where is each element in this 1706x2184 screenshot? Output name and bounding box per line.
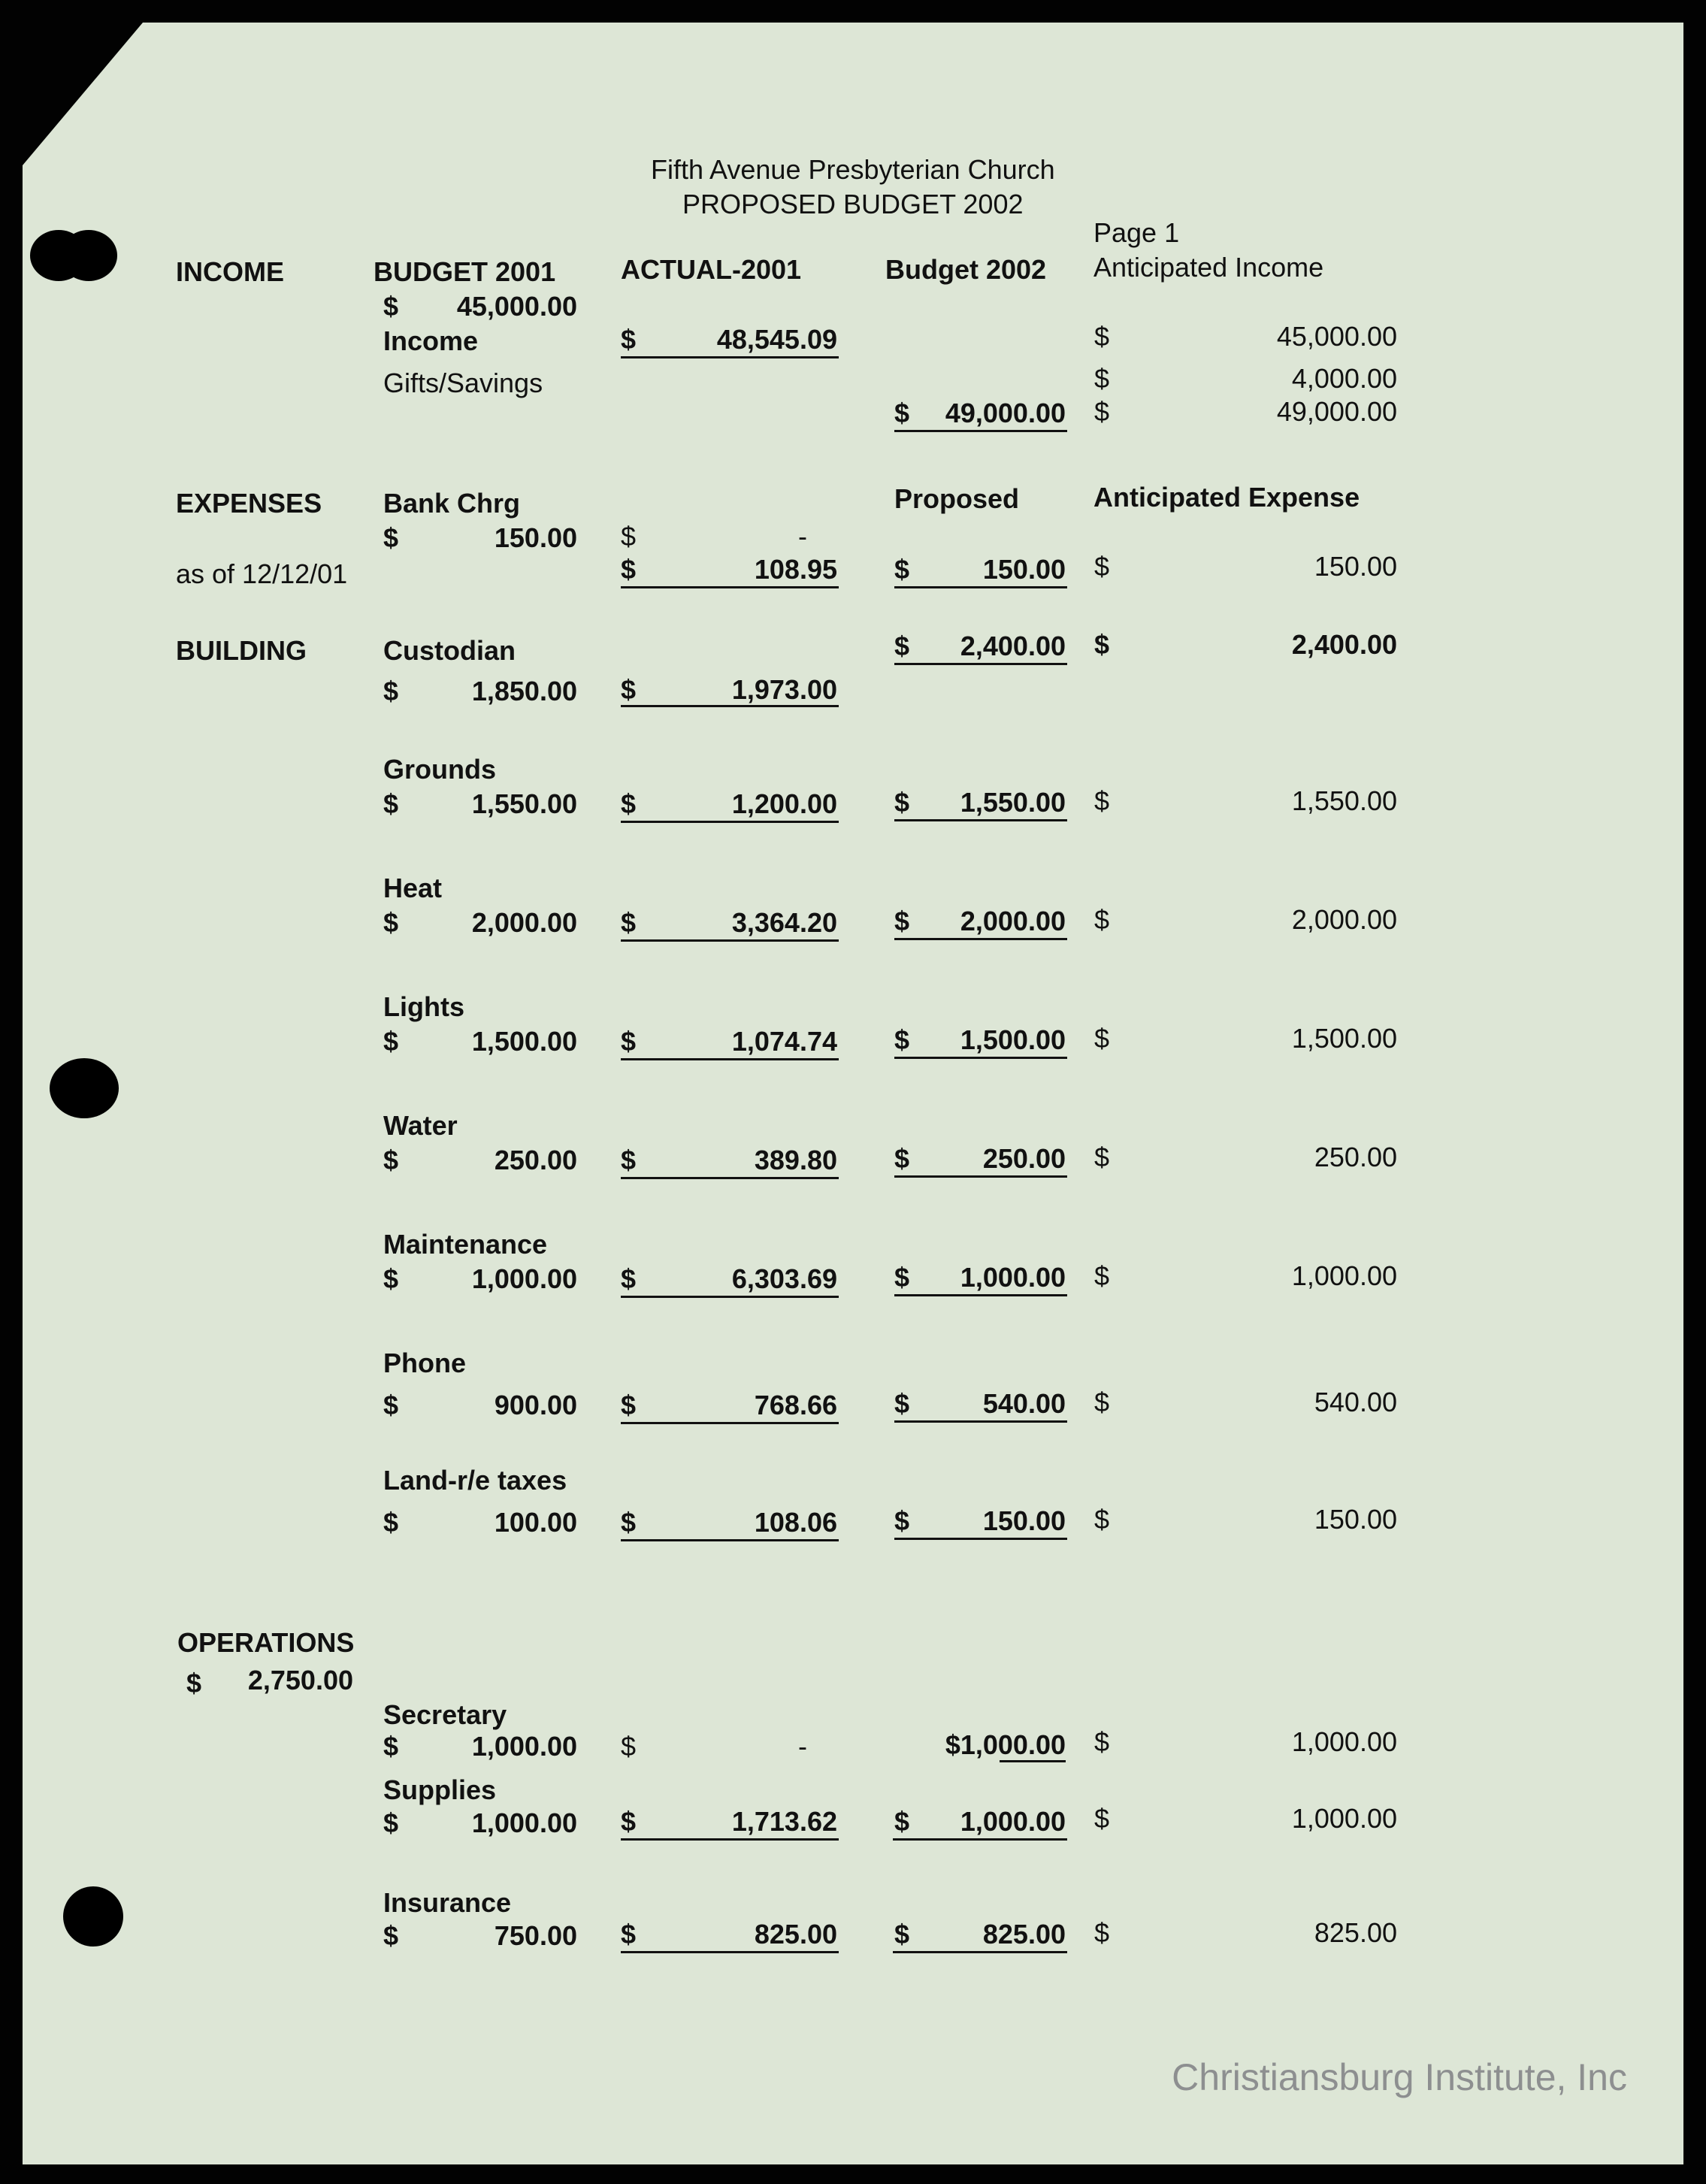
operations-section-label: OPERATIONS [177,1627,355,1658]
secretary-proposed: $1,000.00 [945,1729,1066,1760]
building-item-3-actual-dollar-sign: $ [621,1026,637,1057]
insurance-budget-2001-amount: 750.00 [494,1920,577,1951]
custodian-budget-2001-dollar-sign: $ [383,676,399,706]
income-row-label: Income [383,325,479,356]
building-item-2-actual-underline [621,939,839,942]
bank-charge-actual-amount: 108.95 [754,554,837,585]
building-item-7-budget-2001-amount: 100.00 [494,1507,577,1538]
building-item-1-actual-amount: 1,200.00 [731,788,837,819]
building-item-1-actual-dollar-sign: $ [621,788,637,819]
building-item-6-actual-underline [621,1422,839,1424]
building-item-name: Custodian [383,635,516,666]
bank-charge-actual-dollar-sign: $ [621,554,637,585]
building-item-2-anticipated-dollar-sign: $ [1094,904,1110,935]
building-item-2-proposed-dollar-sign: $ [894,906,910,936]
building-item-1-budget-2001-amount: 1,550.00 [471,788,577,819]
building-item-4-budget-2001-dollar-sign: $ [383,1145,399,1175]
secretary-actual-dollar: $ [621,1731,637,1762]
building-item-4-anticipated-amount: 250.00 [1314,1142,1397,1172]
income-total-budget-2002-dollar-sign: $ [894,398,910,428]
insurance-actual-dollar-sign: $ [621,1919,637,1950]
building-item-3-proposed-dollar-sign: $ [894,1024,910,1055]
operations-item-name: Secretary [383,1699,507,1730]
column-budget-2001: BUDGET 2001 [374,256,556,287]
gifts-anticipated-amount: 4,000.00 [1291,363,1397,394]
income-total-underline [894,430,1067,432]
punch-hole-top-overlap [60,230,117,281]
income-actual-dollar-sign: $ [621,324,637,355]
building-item-3-budget-2001-dollar-sign: $ [383,1026,399,1057]
building-item-7-actual-underline [621,1539,839,1541]
building-item-name: Grounds [383,754,496,785]
insurance-actual-amount: 825.00 [754,1919,837,1950]
building-item-7-proposed-dollar-sign: $ [894,1505,910,1536]
document-title: PROPOSED BUDGET 2002 [682,189,1024,219]
insurance-proposed-underline [893,1951,1067,1953]
gifts-row-label: Gifts/Savings [383,368,543,398]
operations-item-name: Insurance [383,1887,512,1918]
supplies-proposed-dollar-sign: $ [894,1806,910,1837]
building-item-3-proposed-underline [894,1057,1067,1059]
building-item-2-anticipated-amount: 2,000.00 [1291,904,1397,935]
bank-charge-anticipated-amount: 150.00 [1314,551,1397,582]
operations-item-name: Supplies [383,1774,497,1805]
building-item-4-proposed-dollar-sign: $ [894,1143,910,1174]
building-item-7-actual-dollar-sign: $ [621,1507,637,1538]
building-section-label: BUILDING [176,635,307,666]
income-actual-underline [621,356,839,358]
custodian-budget-2001-amount: 1,850.00 [471,676,577,706]
building-item-2-proposed-underline [894,938,1067,940]
building-item-4-budget-2001-amount: 250.00 [494,1145,577,1175]
building-item-name: Lights [383,991,464,1022]
building-item-6-actual-dollar-sign: $ [621,1390,637,1420]
bank-charge-actual-underline [621,586,839,588]
building-item-2-budget-2001-amount: 2,000.00 [471,907,577,938]
building-item-6-proposed-underline [894,1420,1067,1423]
building-item-1-proposed-underline [894,819,1067,821]
operations-total-value: 2,750.00 [247,1665,353,1695]
page-number: Page 1 [1093,217,1180,248]
building-item-5-budget-2001-amount: 1,000.00 [471,1263,577,1294]
bank-charge-actual-dash: - [798,521,807,552]
building-item-4-proposed-underline [894,1175,1067,1178]
punch-hole-bottom [63,1886,123,1947]
building-item-4-actual-dollar-sign: $ [621,1145,637,1175]
building-item-2-actual-dollar-sign: $ [621,907,637,938]
building-item-7-proposed-amount: 150.00 [982,1505,1066,1536]
building-item-5-actual-underline [621,1296,839,1298]
bank-charge-proposed-dollar-sign: $ [894,554,910,585]
building-item-6-actual-amount: 768.66 [754,1390,837,1420]
punch-hole-middle [50,1058,119,1118]
income-total-budget-2002-amount: 49,000.00 [945,398,1066,428]
building-item-4-proposed-amount: 250.00 [982,1143,1066,1174]
building-item-2-budget-2001-dollar-sign: $ [383,907,399,938]
building-item-1-proposed-dollar-sign: $ [894,787,910,818]
supplies-budget-2001-dollar-sign: $ [383,1807,399,1838]
supplies-actual-amount: 1,713.62 [731,1806,837,1837]
building-item-2-proposed-amount: 2,000.00 [960,906,1066,936]
supplies-anticipated-amount: 1,000.00 [1291,1803,1397,1834]
building-item-5-actual-dollar-sign: $ [621,1263,637,1294]
supplies-actual-underline [621,1838,839,1841]
building-item-5-budget-2001-dollar-sign: $ [383,1263,399,1294]
insurance-proposed-amount: 825.00 [982,1919,1066,1950]
secretary-proposed-underline [1000,1760,1066,1762]
building-item-6-budget-2001-dollar-sign: $ [383,1390,399,1420]
bank-charge-label: Bank Chrg [383,488,521,519]
custodian-proposed-amount: 2,400.00 [960,631,1066,661]
column-anticipated-income: Anticipated Income [1093,252,1324,283]
building-item-name: Water [383,1110,458,1141]
expenses-as-of-date: as of 12/12/01 [176,558,348,589]
insurance-anticipated-amount: 825.00 [1314,1917,1397,1948]
building-item-6-budget-2001-amount: 900.00 [494,1390,577,1420]
building-item-2-actual-amount: 3,364.20 [731,907,837,938]
column-budget-2002: Budget 2002 [885,254,1047,285]
building-item-name: Maintenance [383,1229,548,1260]
bank-charge-proposed-underline [894,586,1067,588]
building-item-1-anticipated-dollar-sign: $ [1094,785,1110,816]
building-item-1-actual-underline [621,821,839,823]
secretary-budget-2001-amount: 1,000.00 [471,1731,577,1762]
insurance-actual-underline [621,1951,839,1953]
building-item-1-proposed-amount: 1,550.00 [960,787,1066,818]
supplies-anticipated-dollar-sign: $ [1094,1803,1110,1834]
income-anticipated-dollar-sign: $ [1094,321,1110,352]
custodian-actual-amount: 1,973.00 [731,674,837,705]
secretary-anticipated-amount: 1,000.00 [1291,1726,1397,1757]
bank-charge-anticipated-dollar-sign: $ [1094,551,1110,582]
expenses-section-label: EXPENSES [176,488,322,519]
building-item-name: Phone [383,1348,467,1378]
building-item-3-proposed-amount: 1,500.00 [960,1024,1066,1055]
column-proposed: Proposed [894,483,1020,514]
supplies-proposed-amount: 1,000.00 [960,1806,1066,1837]
building-item-6-proposed-dollar-sign: $ [894,1388,910,1419]
building-item-5-proposed-amount: 1,000.00 [960,1262,1066,1293]
custodian-anticipated-amount: 2,400.00 [1291,629,1397,660]
supplies-proposed-underline [893,1838,1067,1841]
building-item-6-proposed-amount: 540.00 [982,1388,1066,1419]
building-item-7-actual-amount: 108.06 [754,1507,837,1538]
income-actual-amount: 48,545.09 [716,324,837,355]
organization-name: Fifth Avenue Presbyterian Church [651,154,1055,185]
building-item-6-anticipated-amount: 540.00 [1314,1387,1397,1417]
building-item-5-anticipated-dollar-sign: $ [1094,1260,1110,1291]
building-item-5-proposed-dollar-sign: $ [894,1262,910,1293]
insurance-proposed-dollar-sign: $ [894,1919,910,1950]
column-anticipated-expense: Anticipated Expense [1093,482,1360,513]
custodian-actual-underline [621,705,839,707]
income-total-anticipated-amount: 49,000.00 [1276,396,1397,427]
custodian-actual-dollar-sign: $ [621,674,637,705]
custodian-proposed-dollar-sign: $ [894,631,910,661]
building-item-7-budget-2001-dollar-sign: $ [383,1507,399,1538]
building-item-4-actual-amount: 389.80 [754,1145,837,1175]
building-item-4-actual-underline [621,1177,839,1179]
building-item-1-anticipated-amount: 1,550.00 [1291,785,1397,816]
bank-charge-budget-2001-dollar-sign: $ [383,522,399,553]
gifts-anticipated-dollar-sign: $ [1094,363,1110,394]
bank-charge-proposed-amount: 150.00 [982,554,1066,585]
supplies-budget-2001-amount: 1,000.00 [471,1807,577,1838]
income-budget-2001-value: 45,000.00 [456,291,577,322]
building-item-7-anticipated-dollar-sign: $ [1094,1504,1110,1535]
custodian-proposed-underline [894,663,1067,665]
secretary-anticipated-dollar-sign: $ [1094,1726,1110,1757]
income-section-label: INCOME [176,256,284,287]
building-item-7-proposed-underline [894,1538,1067,1540]
building-item-7-anticipated-amount: 150.00 [1314,1504,1397,1535]
document-page [23,23,1683,2164]
custodian-anticipated-dollar-sign: $ [1094,629,1110,660]
building-item-5-actual-amount: 6,303.69 [731,1263,837,1294]
watermark: Christiansburg Institute, Inc [1172,2056,1627,2098]
secretary-budget-2001-dollar-sign: $ [383,1731,399,1762]
operations-total-dollar: $ [186,1668,202,1698]
building-item-1-budget-2001-dollar-sign: $ [383,788,399,819]
supplies-actual-dollar-sign: $ [621,1806,637,1837]
building-item-3-anticipated-dollar-sign: $ [1094,1023,1110,1054]
column-actual-2001: ACTUAL-2001 [621,254,802,285]
building-item-6-anticipated-dollar-sign: $ [1094,1387,1110,1417]
building-item-3-actual-underline [621,1058,839,1060]
insurance-anticipated-dollar-sign: $ [1094,1917,1110,1948]
building-item-3-actual-amount: 1,074.74 [731,1026,837,1057]
bank-charge-budget-2001-amount: 150.00 [494,522,577,553]
secretary-actual-dash: - [798,1731,807,1762]
building-item-5-proposed-underline [894,1294,1067,1296]
insurance-budget-2001-dollar-sign: $ [383,1920,399,1951]
income-budget-2001-dollar: $ [383,291,399,322]
building-item-name: Land-r/e taxes [383,1465,567,1496]
income-anticipated-amount: 45,000.00 [1276,321,1397,352]
building-item-3-anticipated-amount: 1,500.00 [1291,1023,1397,1054]
income-total-anticipated-dollar-sign: $ [1094,396,1110,427]
building-item-name: Heat [383,873,443,903]
building-item-5-anticipated-amount: 1,000.00 [1291,1260,1397,1291]
bank-charge-actual-dash-sign: $ [621,521,637,552]
building-item-4-anticipated-dollar-sign: $ [1094,1142,1110,1172]
building-item-3-budget-2001-amount: 1,500.00 [471,1026,577,1057]
